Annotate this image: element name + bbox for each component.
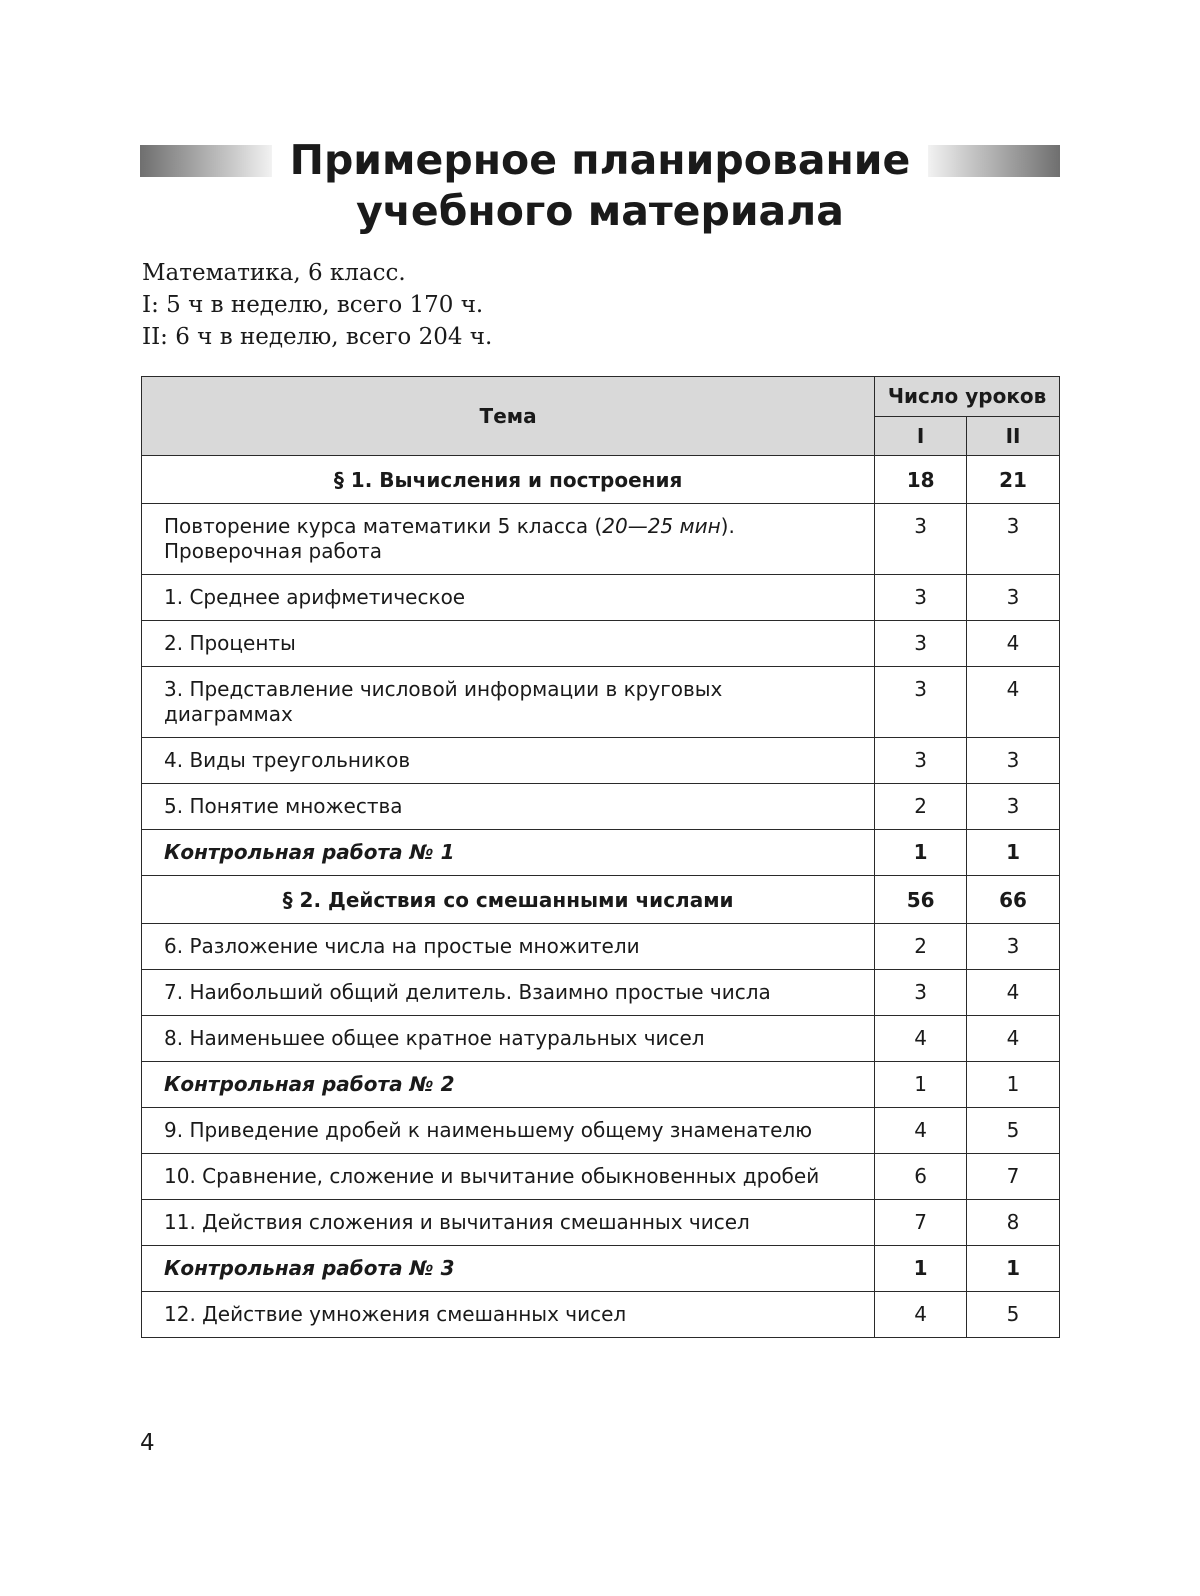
lessons-ii: 3 xyxy=(967,504,1060,575)
row-topic: Контрольная работа № 2 xyxy=(142,1062,875,1108)
lessons-ii: 21 xyxy=(967,456,1060,504)
test-row xyxy=(142,830,1060,876)
lessons-i: 1 xyxy=(875,1246,967,1292)
section-row xyxy=(142,876,1060,924)
lessons-ii: 3 xyxy=(967,575,1060,621)
intro-line-2: I: 5 ч в неделю, всего 170 ч. xyxy=(142,292,484,318)
lessons-i: 56 xyxy=(875,876,967,924)
lessons-ii: 4 xyxy=(967,621,1060,667)
title-line-2: учебного материала xyxy=(356,187,844,235)
intro-text xyxy=(142,257,492,353)
lessons-i: 4 xyxy=(875,1292,967,1338)
lessons-ii: 5 xyxy=(967,1108,1060,1154)
title-decor-bar-left xyxy=(140,145,272,177)
lessons-i: 3 xyxy=(875,970,967,1016)
table-row xyxy=(142,924,1060,970)
row-topic-emphasis: 20—25 мин xyxy=(602,514,721,538)
lessons-i: 2 xyxy=(875,924,967,970)
table-row xyxy=(142,1154,1060,1200)
title-line-1: Примерное планирование xyxy=(289,136,911,184)
table-row xyxy=(142,970,1060,1016)
header-lessons: Число уроков xyxy=(875,377,1060,417)
table-row xyxy=(142,1016,1060,1062)
page-title xyxy=(140,135,1060,237)
row-topic: 9. Приведение дробей к наименьшему общему знаменателю xyxy=(142,1108,875,1154)
lessons-ii: 4 xyxy=(967,1016,1060,1062)
row-topic-part: ). Проверочная работа xyxy=(164,514,735,563)
row-topic: 5. Понятие множества xyxy=(142,784,875,830)
lessons-ii: 1 xyxy=(967,1246,1060,1292)
row-topic: 7. Наибольший общий делитель. Взаимно простые числа xyxy=(142,970,875,1016)
lessons-i: 3 xyxy=(875,575,967,621)
row-topic: 4. Виды треугольников xyxy=(142,738,875,784)
table-row xyxy=(142,621,1060,667)
lessons-ii: 7 xyxy=(967,1154,1060,1200)
row-topic: 1. Среднее арифметическое xyxy=(142,575,875,621)
intro-line-1: Математика, 6 класс. xyxy=(142,260,406,286)
row-topic: 6. Разложение числа на простые множители xyxy=(142,924,875,970)
lessons-ii: 66 xyxy=(967,876,1060,924)
table-row xyxy=(142,1292,1060,1338)
row-topic: 11. Действия сложения и вычитания смешанных чисел xyxy=(142,1200,875,1246)
lessons-ii: 3 xyxy=(967,784,1060,830)
title-decor-bar-right xyxy=(928,145,1060,177)
section-title: § 1. Вычисления и построения xyxy=(142,456,875,504)
row-topic: Контрольная работа № 3 xyxy=(142,1246,875,1292)
lessons-i: 7 xyxy=(875,1200,967,1246)
planning-table xyxy=(141,376,1060,1338)
table-row xyxy=(142,1108,1060,1154)
row-topic: 8. Наименьшее общее кратное натуральных чисел xyxy=(142,1016,875,1062)
table-row xyxy=(142,504,1060,575)
section-title: § 2. Действия со смешанными числами xyxy=(142,876,875,924)
lessons-ii: 1 xyxy=(967,1062,1060,1108)
row-topic: 12. Действие умножения смешанных чисел xyxy=(142,1292,875,1338)
test-row xyxy=(142,1246,1060,1292)
table-row xyxy=(142,667,1060,738)
table-row xyxy=(142,784,1060,830)
row-topic: 10. Сравнение, сложение и вычитание обыкновенных дробей xyxy=(142,1154,875,1200)
lessons-ii: 4 xyxy=(967,667,1060,738)
header-col-ii: II xyxy=(967,416,1060,456)
table-row xyxy=(142,575,1060,621)
lessons-i: 6 xyxy=(875,1154,967,1200)
lessons-ii: 3 xyxy=(967,738,1060,784)
table-body xyxy=(142,456,1060,1338)
header-topic: Тема xyxy=(142,377,875,456)
lessons-ii: 3 xyxy=(967,924,1060,970)
row-topic-part: Повторение курса математики 5 класса ( xyxy=(164,514,603,538)
lessons-ii: 4 xyxy=(967,970,1060,1016)
row-topic xyxy=(142,504,875,575)
intro-line-3: II: 6 ч в неделю, всего 204 ч. xyxy=(142,324,493,350)
test-row xyxy=(142,1062,1060,1108)
lessons-i: 1 xyxy=(875,830,967,876)
row-topic: Контрольная работа № 1 xyxy=(142,830,875,876)
title-block xyxy=(140,135,1060,237)
lessons-i: 1 xyxy=(875,1062,967,1108)
lessons-i: 2 xyxy=(875,784,967,830)
lessons-i: 3 xyxy=(875,738,967,784)
lessons-i: 3 xyxy=(875,667,967,738)
lessons-i: 4 xyxy=(875,1108,967,1154)
lessons-i: 4 xyxy=(875,1016,967,1062)
table-row xyxy=(142,1200,1060,1246)
lessons-ii: 1 xyxy=(967,830,1060,876)
page-number: 4 xyxy=(140,1430,155,1456)
table-row xyxy=(142,738,1060,784)
lessons-i: 3 xyxy=(875,504,967,575)
lessons-ii: 5 xyxy=(967,1292,1060,1338)
lessons-i: 18 xyxy=(875,456,967,504)
row-topic: 3. Представление числовой информации в круговых диаграммах xyxy=(142,667,875,738)
lessons-i: 3 xyxy=(875,621,967,667)
lessons-ii: 8 xyxy=(967,1200,1060,1246)
header-col-i: I xyxy=(875,416,967,456)
row-topic: 2. Проценты xyxy=(142,621,875,667)
section-row xyxy=(142,456,1060,504)
